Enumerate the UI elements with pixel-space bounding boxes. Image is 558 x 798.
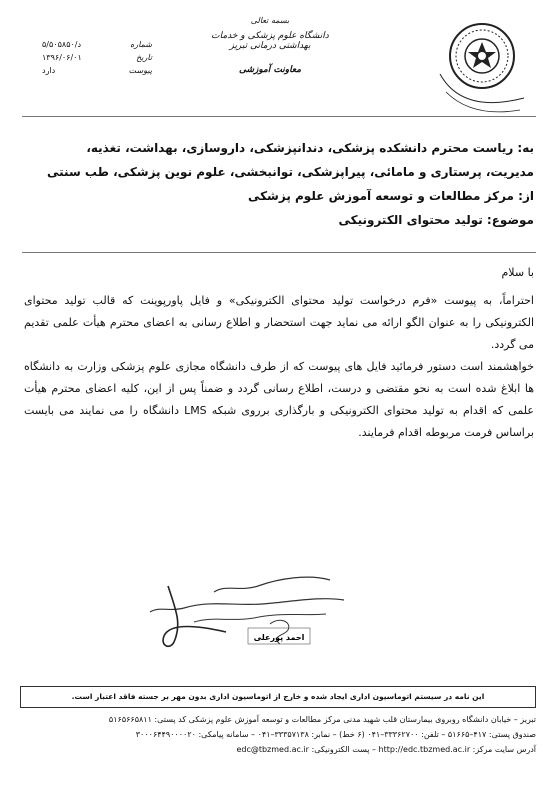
contact-info: [20, 712, 536, 757]
web-email-line: [20, 742, 536, 757]
seal-icon: [432, 14, 532, 124]
handwritten-signature: [130, 566, 360, 656]
university-name: دانشگاه علوم پزشکی و خدمات بهداشتی درمانی تبریز: [211, 31, 329, 51]
department-name: معاونت آموزشی: [238, 65, 302, 75]
greeting: با سلام: [501, 266, 534, 279]
website-label: آدرس سایت مرکز:: [472, 745, 536, 754]
letter-body: [24, 262, 534, 444]
center-seal-logo: [432, 14, 532, 124]
letterhead-title: [200, 16, 340, 75]
recipient-line-1: به: ریاست محترم دانشکده پزشکی، دندانپزشکی، داروسازی، بهداشت، تغذیه،: [86, 141, 534, 155]
letter-number-label: شماره: [130, 40, 152, 49]
paragraph-2: خواهشمند است دستور فرمائید فایل های پیوست که از طرف دانشگاه مجازی علوم پزشکی وزارت به دانشگاه ها ابلاغ شده است به نحو مقتضی و درست، اطلاع رسانی گردد و ضمناً پس از این، کلیه اعضای محترم هیأت علمی که اقدام به تولید محتوای الکترونیکی و بارگذاری برروی شبکه LMS دانشگاه را می نمایند می بایست براساس فرمت مربوطه اقدام فرمایند.: [24, 360, 534, 439]
email-label: – پست الکترونیکی:: [311, 745, 376, 754]
meta-date: [42, 51, 152, 64]
letter-date: ۱۳۹۶/۰۶/۰۱: [42, 53, 82, 62]
letter-number: ۵/د/۵۰۵۸۵۰: [42, 40, 82, 49]
subject-line: موضوع: تولید محتوای الکترونیکی: [338, 213, 534, 227]
website-link[interactable]: http://edc.tbzmed.ac.ir: [378, 745, 471, 754]
basmala: بسمه تعالی: [250, 16, 290, 25]
address-block: [24, 136, 534, 232]
signature-stamp-name: احمد پورعلی: [253, 633, 305, 642]
subject-divider: [22, 252, 536, 253]
automation-notice: این نامه در سیستم اتوماسیون اداری ایجاد شده و خارج از اتوماسیون اداری بدون مهر بر جسته فاقد اعتبار است.: [20, 686, 536, 708]
signature-icon: [130, 566, 360, 656]
phone-fax-line: صندوق پستی: ۴۱۷–۵۱۶۶۵ – تلفن: ۳۳۳۶۲۷۰۰–۰۴۱ (۶ خط) – نمابر: ۳۳۳۵۷۱۳۸–۰۴۱ – سامانه پیامکی: ۳۰۰۰۶۴۴۹۰۰۰۰۲۰: [135, 730, 536, 739]
sender-line: از: مرکز مطالعات و توسعه آموزش علوم پزشکی: [247, 189, 534, 203]
email-link[interactable]: edc@tbzmed.ac.ir: [236, 745, 309, 754]
paragraph-1: احتراماً، به پیوست «فرم درخواست تولید محتوای الکترونیکی» و فایل پاورپوینت که قالب تولید محتوای الکترونیکی را به عنوان الگو ارائه می نماید جهت استحضار و اطلاع رسانی به اعضای محترم هیأت علمی تقدیم می گردد.: [24, 294, 534, 351]
meta-number: [42, 38, 152, 51]
meta-attachment: [42, 64, 152, 77]
recipient-line-2: مدیریت، پرستاری و مامائی، پیراپزشکی، توانبخشی، علوم نوین پزشکی، طب سنتی: [47, 165, 534, 179]
header-divider: [22, 116, 536, 117]
letter-date-label: تاریخ: [136, 53, 152, 62]
postal-address: تبریز – خیابان دانشگاه روبروی بیمارستان قلب شهید مدنی مرکز مطالعات و توسعه آموزش علوم پزشکی کد پستی: ۵۱۶۵۶۶۵۸۱۱: [108, 715, 536, 724]
letter-meta: [42, 38, 152, 77]
letter-attachment: دارد: [42, 66, 56, 75]
letter-attachment-label: پیوست: [128, 66, 152, 75]
